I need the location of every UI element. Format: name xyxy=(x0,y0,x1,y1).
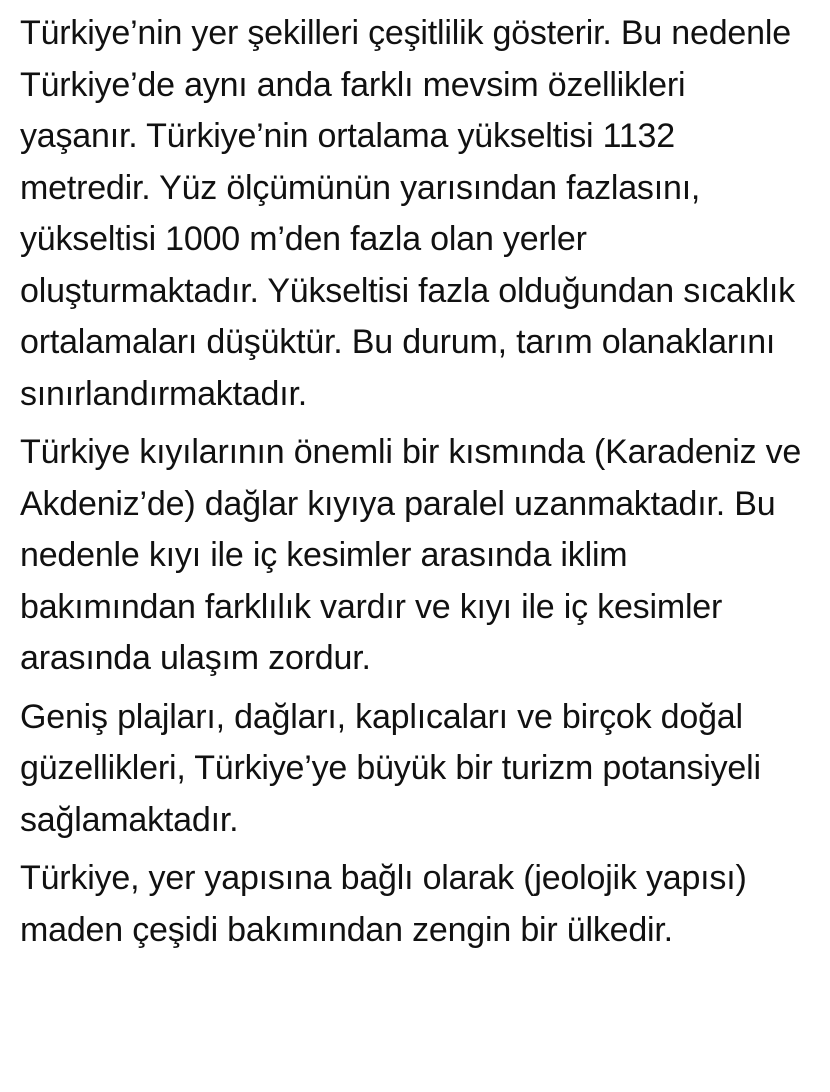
paragraph-landforms: Türkiye’nin yer şekilleri çeşitlilik gösterir. Bu nedenle Türkiye’de aynı anda farklı mevsim özellikleri yaşanır. Türkiye’nin ortalama yükseltisi 1132 metredir. Yüz ölçümünün yarısından fazlasını, yükseltisi 1000 m’den fazla olan yerler oluşturmaktadır. Yükseltisi fazla olduğundan sıcaklık ortalamaları düşüktür. Bu durum, tarım olanaklarını sınırlandırmaktadır. xyxy=(20,14,795,413)
paragraph-coasts: Türkiye kıyılarının önemli bir kısmında (Karadeniz ve Akdeniz’de) dağlar kıyıya paralel uzanmaktadır. Bu nedenle kıyı ile iç kesimler arasında iklim bakımından farklılık vardır ve kıyı ile iç kesimler arasında ulaşım zordur. xyxy=(20,433,802,677)
paragraph-tourism: Geniş plajları, dağları, kaplıcaları ve birçok doğal güzellikleri, Türkiye’ye büyük bir turizm potansiyeli sağlamaktadır. xyxy=(20,697,761,839)
paragraph-minerals: Türkiye, yer yapısına bağlı olarak (jeolojik yapısı) maden çeşidi bakımından zengin bir ülkedir. xyxy=(20,859,747,949)
